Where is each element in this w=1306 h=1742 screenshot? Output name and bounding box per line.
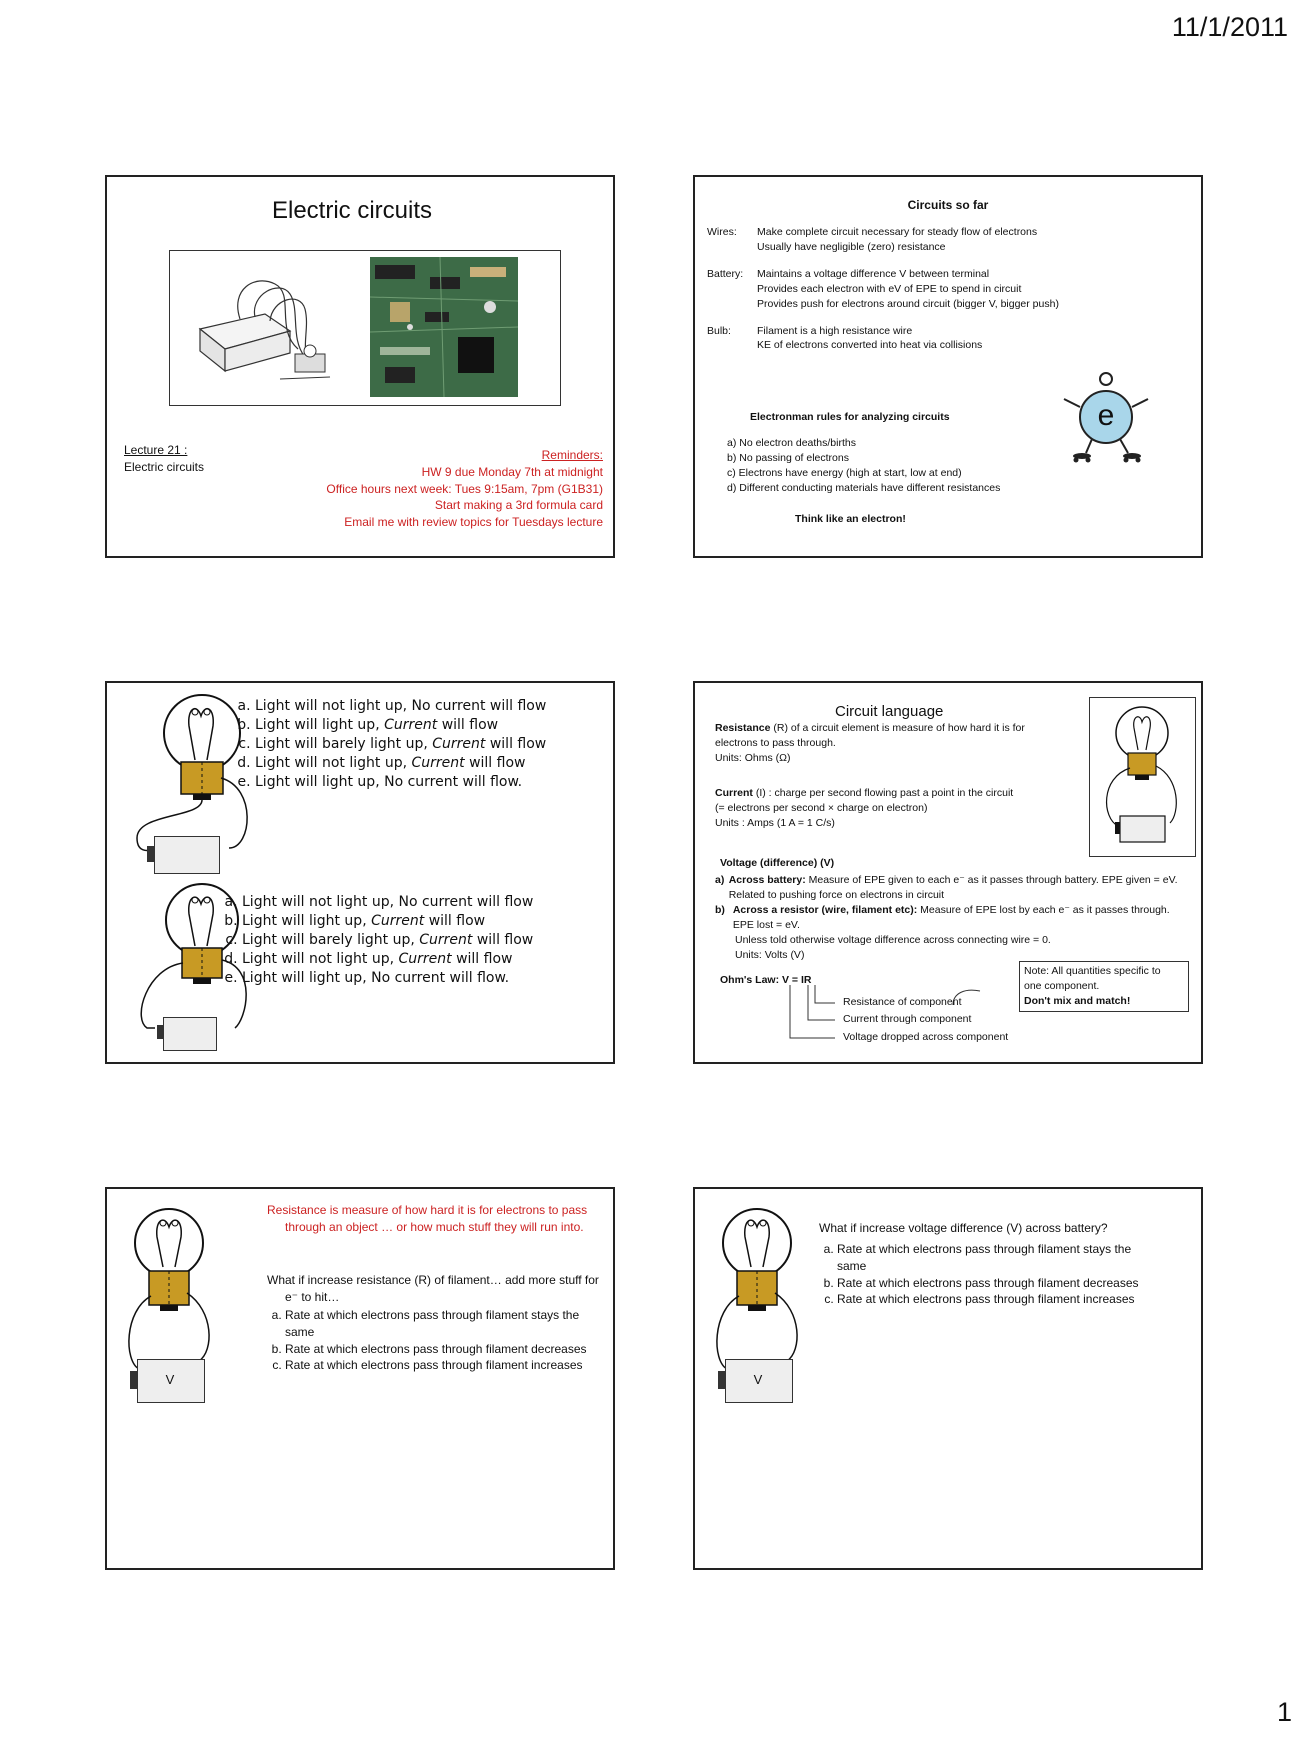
- answer-options: [267, 1307, 587, 1374]
- reminders: Reminders: HW 9 due Monday 7th at midnight Office hours next week: Tues 9:15am, 7pm (G1B31) Start making a 3rd formula card Email me with review topics for Tuesdays lecture: [326, 448, 603, 530]
- voltage-defs: a) Across battery: Measure of EPE given to each e⁻ as it passes through battery. EPE given = eV. Related to pushing force on electrons in circuit b) Across a resistor (wire, filament etc): Measure of EPE lost by each e⁻ as it passes through. EPE lost = eV. Unless told otherwise voltage difference across connecting wire = 0. Units: Volts (V): [715, 874, 1178, 961]
- option-bottom-b: b. Light will light up, Current will flow: [242, 912, 533, 931]
- battery-bottom-terminal: [157, 1025, 163, 1039]
- battery-terminal: [718, 1371, 725, 1389]
- answer-options: [819, 1241, 1149, 1308]
- image-frame: [169, 250, 561, 406]
- option-bottom-a: a. Light will not light up, No current will flow: [242, 893, 533, 912]
- reminder-item: Office hours next week: Tues 9:15am, 7pm (G1B31): [326, 481, 603, 496]
- resistance-explanation: Resistance is measure of how hard it is for electrons to pass through an object … or how much stuff they will run into.: [267, 1203, 588, 1234]
- slide-resistance-question: [105, 1187, 615, 1570]
- electronman-letter: e: [1097, 399, 1115, 432]
- lecture-label: Lecture 21 : Electric circuits: [124, 443, 205, 474]
- battery-top-terminal: [147, 846, 154, 862]
- slide-circuit-language: [693, 681, 1203, 1064]
- annot-voltage: Voltage dropped across component: [843, 1031, 1009, 1043]
- slide-bulb-questions: [105, 681, 615, 1064]
- slide-title: Circuit language: [835, 703, 944, 720]
- reminder-item: Start making a 3rd formula card: [434, 498, 603, 513]
- voltage-term: Voltage (difference) (V): [720, 857, 835, 869]
- bulb-circuit-diagram: [1090, 698, 1195, 856]
- annot-current: Current through component: [843, 1013, 972, 1025]
- option-bottom-c: c. Light will barely light up, Current will flow: [242, 931, 533, 950]
- option-c: c. Rate at which electrons pass through filament increases: [837, 1291, 1149, 1308]
- slide-electric-circuits: [105, 175, 615, 558]
- slide-circuits-so-far: [693, 175, 1203, 558]
- resistance-def: Resistance (R) of a circuit element is measure of how hard it is for electrons to pass through. Units: Ohms (Ω): [715, 722, 1025, 764]
- slide-title: Circuits so far: [907, 198, 989, 212]
- option-top-d: d. Light will not light up, Current will flow: [255, 754, 546, 773]
- battery-label: V: [165, 1372, 175, 1387]
- current-def: Current (I) : charge per second flowing past a point in the circuit (= electrons per second × charge on electron) Units : Amps (1 A = 1 C/s): [715, 787, 1014, 829]
- option-top-c: c. Light will barely light up, Current will flow: [255, 735, 546, 754]
- definitions: Wires: Make complete circuit necessary for steady flow of electrons Usually have negligible (zero) resistance Battery: Maintains a voltage difference V between terminal Provides each electron with eV of EPE to spend in circuit Provides push for electrons around circuit (bigger V, bigger push) Bulb: Filament is a high resistance wire KE of electrons converted into heat via collisions: [707, 226, 1059, 352]
- page-number: 1: [1276, 1697, 1292, 1727]
- page-date: 11/1/2011: [1171, 12, 1288, 42]
- battery-terminal: [130, 1371, 137, 1389]
- option-c: c. Rate at which electrons pass through filament increases: [285, 1357, 587, 1374]
- rules-title: Electronman rules for analyzing circuits: [750, 411, 950, 423]
- battery-label: V: [753, 1372, 763, 1387]
- question: What if increase resistance (R) of filament… add more stuff for e⁻ to hit…: [267, 1273, 599, 1304]
- bulb-diagram-frame: [1089, 697, 1196, 857]
- slide-voltage-question: [693, 1187, 1203, 1570]
- note-box: Note: All quantities specific to one component. Don't mix and match!: [1019, 961, 1189, 1012]
- options-bottom: [224, 893, 533, 988]
- battery-top: [154, 836, 220, 874]
- options-top: [237, 697, 546, 792]
- rules-list: a) No electron deaths/births b) No passing of electrons c) Electrons have energy (high at start, low at end) d) Different conducting materials have different resistances: [727, 437, 1001, 494]
- circuit-board-photo: [370, 257, 518, 397]
- option-top-b: b. Light will light up, Current will flow: [255, 716, 546, 735]
- battery-bottom: [163, 1017, 217, 1051]
- slide-title: Electric circuits: [271, 197, 433, 224]
- ohms-law: Ohm's Law: V = IR: [720, 974, 812, 986]
- reminder-item: HW 9 due Monday 7th at midnight: [421, 464, 603, 479]
- option-b: b. Rate at which electrons pass through filament decreases: [837, 1275, 1149, 1292]
- option-top-e: e. Light will light up, No current will flow.: [255, 773, 546, 792]
- reminder-item: Email me with review topics for Tuesdays lecture: [344, 515, 603, 530]
- think-like-electron: Think like an electron!: [795, 513, 906, 525]
- option-a: a. Rate at which electrons pass through filament stays the same: [837, 1241, 1149, 1275]
- circuit-sketch-image: [180, 259, 360, 399]
- option-bottom-e: e. Light will light up, No current will flow.: [242, 969, 533, 988]
- option-bottom-d: d. Light will not light up, Current will flow: [242, 950, 533, 969]
- question: What if increase voltage difference (V) across battery?: [819, 1221, 1108, 1235]
- option-b: b. Rate at which electrons pass through filament decreases: [285, 1341, 587, 1358]
- annot-resistance: Resistance of component: [843, 996, 962, 1008]
- option-top-a: a. Light will not light up, No current will flow: [255, 697, 546, 716]
- option-a: a. Rate at which electrons pass through filament stays the same: [285, 1307, 587, 1341]
